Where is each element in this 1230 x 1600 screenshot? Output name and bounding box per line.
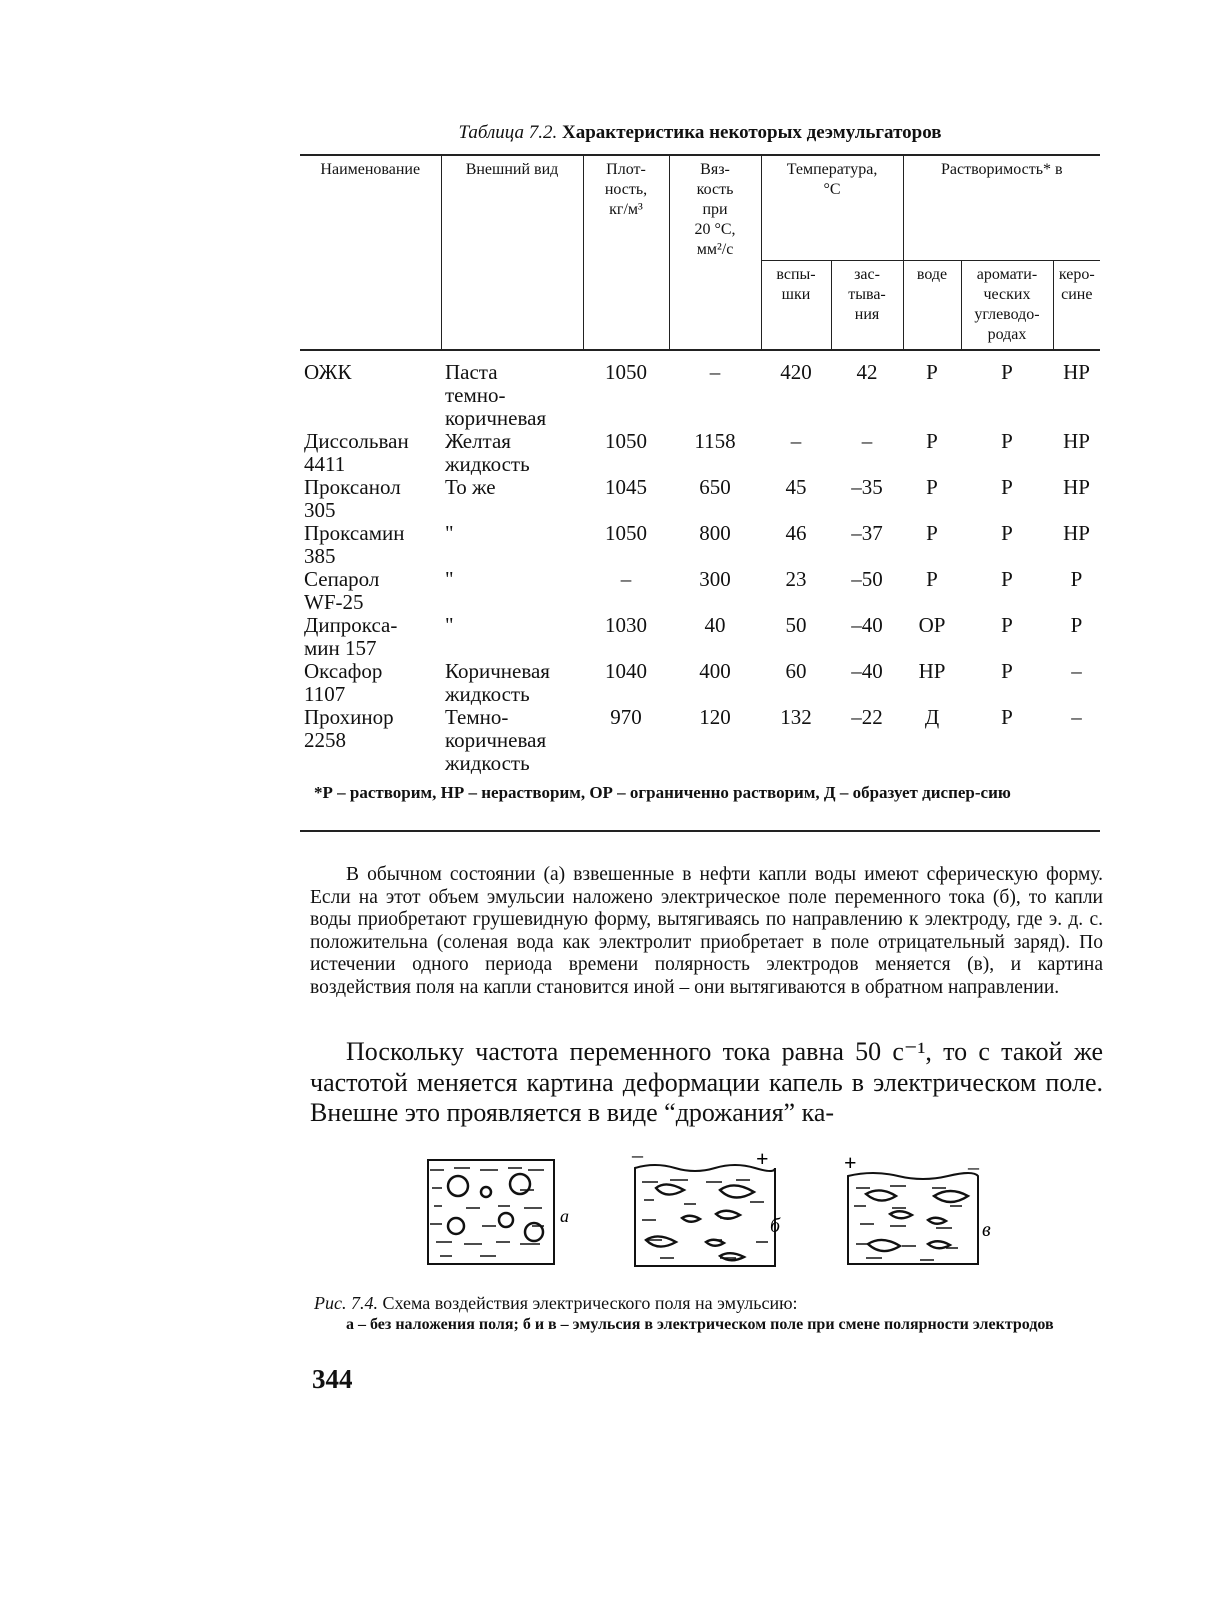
- panel-c-plus: +: [844, 1150, 857, 1175]
- table-bottom-rule: [300, 830, 1100, 832]
- cell-density: 970: [610, 705, 642, 729]
- cell-density: 1050: [605, 360, 647, 384]
- cell-look: Желтая жидкость: [445, 429, 530, 476]
- paragraph-large: Поскольку частота переменного тока равна 50 с⁻¹, то с такой же частотой меняется картина деформации капель в электрическом поле. Внешне это проявляется в виде “дрожания” ка-: [310, 1037, 1103, 1127]
- cell-flash: 420: [780, 360, 812, 384]
- cell-viscosity: –: [709, 360, 721, 384]
- header-water: воде: [903, 261, 961, 351]
- cell-look: Коричневая жидкость: [445, 659, 550, 706]
- cell-pour: –40: [851, 613, 883, 637]
- demulsifier-table: [300, 154, 1100, 775]
- cell-name: Прохинор 2258: [304, 705, 394, 752]
- cell-viscosity: 1158: [694, 429, 736, 453]
- cell-look: ": [445, 613, 454, 637]
- cell-pour: –22: [851, 705, 883, 729]
- cell-flash: 132: [780, 705, 812, 729]
- table-row: [300, 568, 1100, 614]
- cell-name: Дипрокса- мин 157: [304, 613, 398, 660]
- page-number: 344: [312, 1364, 353, 1394]
- cell-name: Проксамин 385: [304, 521, 405, 568]
- cell-flash: 50: [785, 613, 807, 637]
- cell-viscosity: 120: [699, 705, 731, 729]
- cell-flash: –: [790, 429, 802, 453]
- header-appearance: Внешний вид: [441, 155, 583, 350]
- table-row: [300, 476, 1100, 522]
- panel-a: [428, 1160, 554, 1264]
- table-footnote: *Р – растворим, НР – нерастворим, ОР – ограниченно растворим, Д – образует диспер-сию: [314, 783, 1011, 802]
- cell-pour: 42: [856, 360, 878, 384]
- cell-kerosene: Р: [1070, 567, 1083, 591]
- header-kerosene: керо- сине: [1053, 261, 1100, 351]
- header-viscosity: Вяз- кость при 20 °С, мм²/с: [669, 155, 761, 350]
- cell-kerosene: НР: [1063, 429, 1090, 453]
- panel-b-minus: –: [632, 1148, 643, 1167]
- cell-pour: –35: [851, 475, 883, 499]
- table-caption: [300, 122, 1100, 144]
- table-row: [300, 522, 1100, 568]
- header-name: Наименование: [300, 155, 441, 350]
- panel-a-label: а: [560, 1206, 569, 1226]
- cell-name: Диссольван 4411: [304, 429, 409, 476]
- figure-caption-detail: а – без наложения поля; б и в – эмульсия в электрическом поле при смене полярности электродов: [346, 1316, 1054, 1333]
- cell-density: 1050: [605, 429, 647, 453]
- cell-water: Р: [926, 567, 938, 591]
- cell-aromatic: Р: [1001, 521, 1013, 545]
- cell-name: Оксафор 1107: [304, 659, 383, 706]
- cell-aromatic: Р: [1001, 613, 1013, 637]
- figure-caption: [310, 1293, 1110, 1335]
- cell-density: 1050: [605, 521, 647, 545]
- table-body: [300, 350, 1100, 775]
- table-row: [300, 660, 1100, 706]
- emulsion-figure: [420, 1148, 1020, 1278]
- cell-viscosity: 40: [704, 613, 726, 637]
- cell-flash: 46: [785, 521, 807, 545]
- table-row: [300, 350, 1100, 430]
- cell-viscosity: 800: [699, 521, 731, 545]
- cell-aromatic: Р: [1001, 429, 1013, 453]
- cell-aromatic: Р: [1001, 567, 1013, 591]
- cell-look: Темно- коричневая жидкость: [445, 705, 547, 775]
- cell-look: То же: [445, 475, 496, 499]
- cell-look: ": [445, 567, 454, 591]
- panel-b-plus: +: [756, 1148, 769, 1171]
- cell-name: ОЖК: [304, 360, 352, 384]
- panel-c-minus: –: [968, 1154, 979, 1179]
- cell-density: 1040: [605, 659, 647, 683]
- cell-look: ": [445, 521, 454, 545]
- cell-water: ОР: [918, 613, 946, 637]
- cell-water: Р: [926, 521, 938, 545]
- cell-name: Проксанол 305: [304, 475, 401, 522]
- panel-c: [848, 1173, 978, 1264]
- cell-pour: –50: [851, 567, 883, 591]
- cell-water: Д: [924, 705, 940, 729]
- panel-c-label: в: [982, 1219, 991, 1241]
- figure-caption-label: Рис. 7.4.: [314, 1293, 378, 1313]
- header-temperature: Температура, °С: [761, 155, 903, 261]
- cell-aromatic: Р: [1001, 659, 1013, 683]
- cell-aromatic: Р: [1001, 705, 1013, 729]
- cell-pour: –: [861, 429, 873, 453]
- header-pour: зас- тыва- ния: [831, 261, 903, 351]
- cell-name: Сепарол WF-25: [304, 567, 380, 614]
- header-flash: вспы- шки: [761, 261, 831, 351]
- table-caption-label: Таблица 7.2.: [458, 122, 558, 143]
- table-caption-title: Характеристика некоторых деэмульгаторов: [561, 122, 942, 143]
- cell-aromatic: Р: [1001, 475, 1013, 499]
- cell-flash: 23: [785, 567, 807, 591]
- cell-look: Паста темно- коричневая: [445, 360, 547, 430]
- cell-density: 1030: [605, 613, 647, 637]
- cell-water: Р: [926, 429, 938, 453]
- table-row: [300, 430, 1100, 476]
- panel-b-label: б: [770, 1215, 781, 1237]
- panel-b: [635, 1165, 775, 1266]
- header-density: Плот- ность, кг/м³: [583, 155, 669, 350]
- cell-kerosene: НР: [1063, 521, 1090, 545]
- header-aromatic: аромати- ческих углеводо- родах: [961, 261, 1053, 351]
- cell-viscosity: 650: [699, 475, 731, 499]
- cell-flash: 45: [785, 475, 807, 499]
- table-row: [300, 706, 1100, 775]
- cell-viscosity: 300: [699, 567, 731, 591]
- cell-density: –: [620, 567, 632, 591]
- cell-water: НР: [918, 659, 946, 683]
- cell-kerosene: –: [1071, 705, 1082, 729]
- paragraph-small: В обычном состоянии (а) взвешенные в нефти капли воды имеют сферическую форму. Если на этот объем эмульсии наложено электрическое поле переменного тока (б), то капли воды приобретают грушевидную форму, вытягиваясь по направлению к электроду, где э. д. с. положительна (соленая вода как электролит приобретает в поле отрицательный заряд). По истечении одного периода времени полярность электродов меняется (в), и картина воздействия поля на капли становится иной – они вытягиваются в обратном направлении.: [310, 864, 1103, 998]
- cell-viscosity: 400: [699, 659, 731, 683]
- cell-kerosene: Р: [1070, 613, 1083, 637]
- cell-aromatic: Р: [1001, 360, 1013, 384]
- cell-pour: –37: [851, 521, 883, 545]
- cell-pour: –40: [851, 659, 883, 683]
- cell-water: Р: [926, 360, 938, 384]
- cell-kerosene: НР: [1063, 360, 1090, 384]
- table-row: [300, 614, 1100, 660]
- cell-water: Р: [926, 475, 938, 499]
- cell-kerosene: –: [1071, 659, 1082, 683]
- cell-density: 1045: [605, 475, 647, 499]
- figure-caption-title: Схема воздействия электрического поля на эмульсию:: [382, 1293, 798, 1313]
- header-solubility: Растворимость* в: [903, 155, 1100, 261]
- cell-kerosene: НР: [1063, 475, 1090, 499]
- cell-flash: 60: [785, 659, 807, 683]
